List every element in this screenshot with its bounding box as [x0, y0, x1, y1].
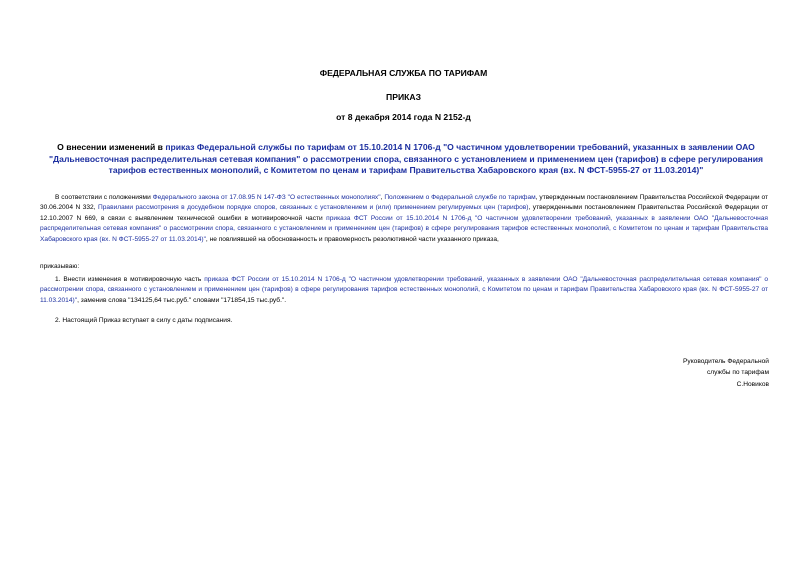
- orders-label: приказываю:: [40, 263, 80, 270]
- agency-title: ФЕДЕРАЛЬНАЯ СЛУЖБА ПО ТАРИФАМ: [319, 68, 488, 78]
- federal-law-link[interactable]: Федерального закона от 17.08.95 N 147-ФЗ "О естественных монополиях": [152, 194, 381, 201]
- fst-order-link[interactable]: приказа ФСТ России от 15.10.2014 N 1706-д "О частичном удовлетворении требований, указанных в заявлении ОАО "Дальневосточная распределительная сетевая компания" о рассмотрении спора, связанного с установлением и применением цен (тарифов) в сфере регулирования тарифов естественных монополий, с Комитетом по ценам и тарифам Правительства Хабаровского края (вх. N ФСТ-5955-27 от 11.03.2014)": [40, 214, 768, 243]
- fst-regulation-link[interactable]: Положением о Федеральной службе по тарифам: [384, 194, 536, 201]
- signature-block: [609, 356, 769, 390]
- item1-text-2: , заменив слова "134125,64 тыс.руб." словами "171854,15 тыс.руб.".: [77, 296, 287, 304]
- doc-date-number: от 8 декабря 2014 года N 2152-д: [336, 112, 471, 122]
- subject-prefix: О внесении изменений в: [57, 142, 166, 152]
- preamble-text-2: ,: [380, 194, 385, 201]
- subject-order-link[interactable]: приказ Федеральной службы по тарифам от 15.10.2014 N 1706-д "О частичном удовлетворении требований, указанных в заявлении ОАО "Дальневосточная распределительная сетевая компания" о рассмотрении спора, связанного с установлением и применением цен (тарифов) в сфере регулирования тарифов естественных монополий, с Комитетом по ценам и тарифам Правительства Хабаровского края (вх. N ФСТ-5955-27 от 11.03.2014)": [48, 142, 764, 175]
- order-item-1: [40, 275, 768, 306]
- order-item-2: 2. Настоящий Приказ вступает в силу с даты подписания.: [55, 317, 233, 324]
- item1-text-1: 1. Внести изменения в мотивировочную часть: [55, 276, 205, 283]
- preamble-text-3: , утвержденным постановлением Правительства Российской Федерации от 30.06.2004 N 332,: [40, 194, 769, 212]
- preamble-text-4: , утвержденными постановлением Правительства Российской Федерации от 12.10.2007 N 669, в связи с выявлением технической ошибки в мотивировочной части: [40, 204, 768, 222]
- doc-type-title: ПРИКАЗ: [386, 92, 421, 102]
- preamble-paragraph: [40, 193, 768, 245]
- signature-position-line-2: службы по тарифам: [706, 369, 769, 377]
- signature-position-line-1: Руководитель Федеральной: [683, 358, 769, 365]
- dispute-rules-link[interactable]: Правилами рассмотрения в досудебном порядке споров, связанных с установлением и (или) применением регулируемых цен (тарифов): [98, 204, 529, 212]
- doc-subject: [44, 142, 768, 177]
- item1-order-link[interactable]: приказа ФСТ России от 15.10.2014 N 1706-д "О частичном удовлетворении требований, указанных в заявлении ОАО "Дальневосточная распределительная сетевая компания" о рассмотрении спора, связанного с установлением и применением цен (тарифов) в сфере регулирования тарифов естественных монополий, с Комитетом по ценам и тарифам Правительства Хабаровского края (вх. N ФСТ-5955-27 от 11.03.2014)": [40, 276, 768, 304]
- preamble-text-1: В соответствии с положениями: [55, 194, 153, 201]
- signature-name: С.Новиков: [736, 380, 769, 388]
- preamble-text-5: , не повлиявшей на обоснованность и правомерность резолютивной части указанного приказа,: [205, 235, 499, 243]
